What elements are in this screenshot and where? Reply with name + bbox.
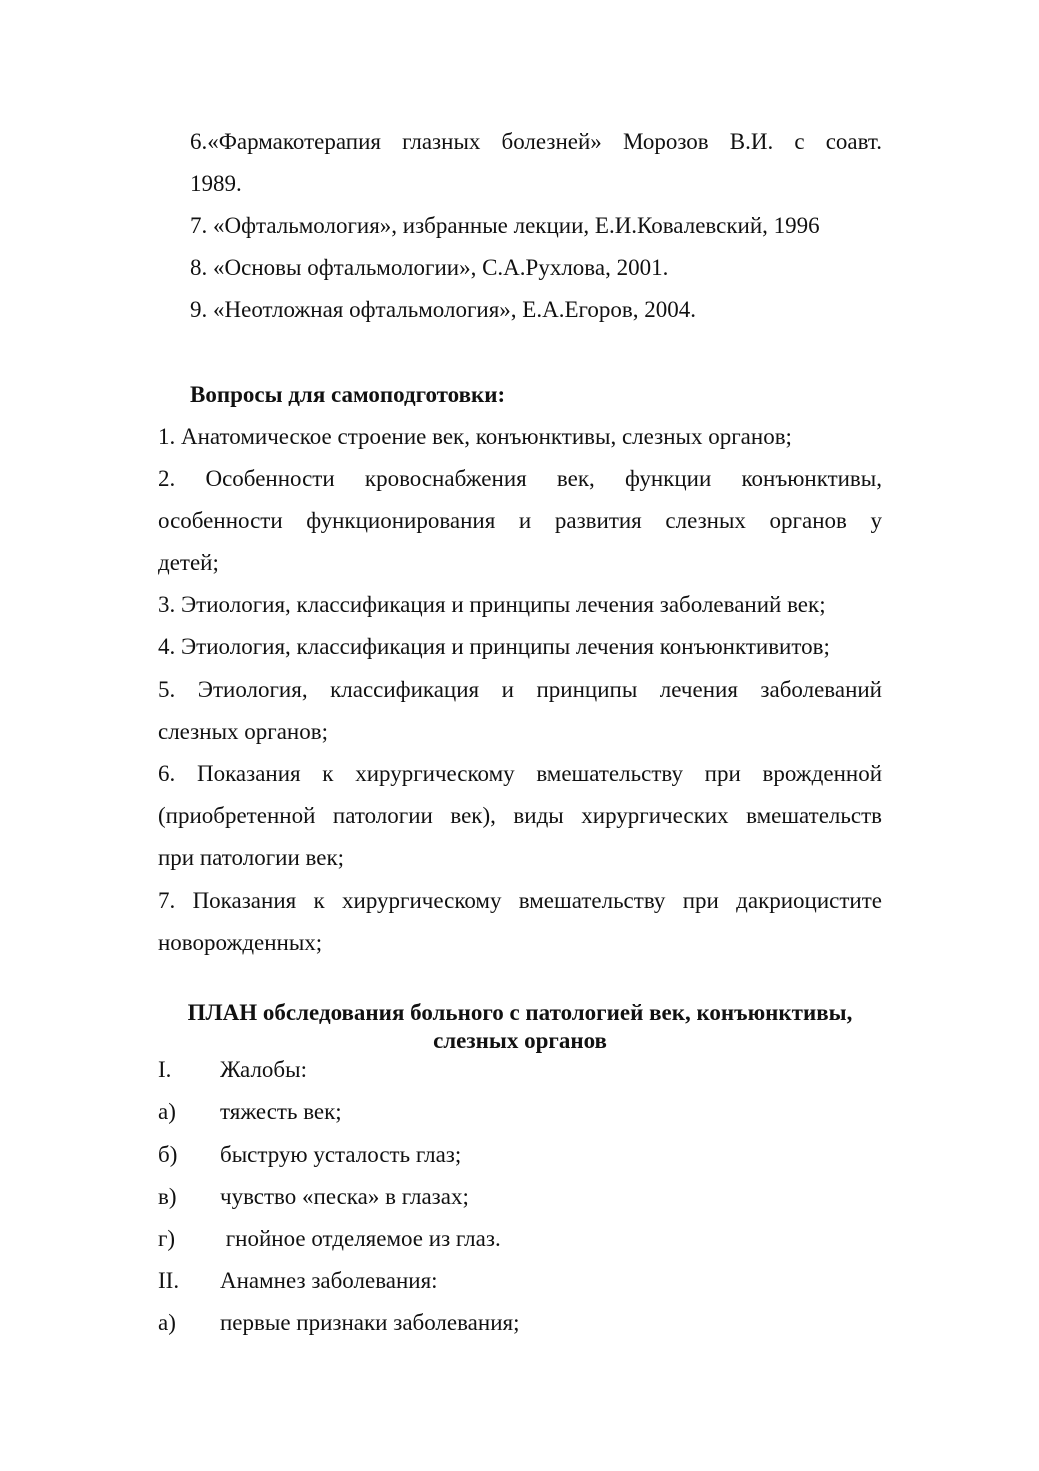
question-2: 2. Особенности кровоснабжения век, функции конъюнктивы, xyxy=(158,466,882,491)
question-1: 1. Анатомическое строение век, конъюнктивы, слезных органов; xyxy=(158,424,792,449)
question-6-line-3: при патологии век; xyxy=(158,845,345,870)
plan-marker: II. xyxy=(158,1268,180,1293)
literature-item-9: 9. «Неотложная офтальмология», Е.А.Егоров, 2004. xyxy=(190,297,696,322)
plan-marker: I. xyxy=(158,1057,172,1082)
question-5: 5. Этиология, классификация и принципы лечения заболеваний xyxy=(158,677,882,702)
question-7: 7. Показания к хирургическому вмешательству при дакриоцистите xyxy=(158,888,882,913)
plan-text: гнойное отделяемое из глаз. xyxy=(220,1226,501,1251)
plan-marker: б) xyxy=(158,1142,178,1167)
plan-text: Анамнез заболевания: xyxy=(220,1268,438,1293)
plan-title-line-1: ПЛАН обследования больного с патологией век, конъюнктивы, xyxy=(187,1000,853,1025)
plan-text: Жалобы: xyxy=(220,1057,307,1082)
plan-title-line-2: слезных органов xyxy=(433,1028,607,1053)
literature-item-6-cont: 1989. xyxy=(190,171,242,196)
plan-marker: а) xyxy=(158,1099,176,1124)
plan-text: первые признаки заболевания; xyxy=(220,1310,520,1335)
question-7-line-2: новорожденных; xyxy=(158,930,323,955)
question-2-line-3: детей; xyxy=(158,550,219,575)
plan-text: тяжесть век; xyxy=(220,1099,342,1124)
question-3: 3. Этиология, классификация и принципы лечения заболеваний век; xyxy=(158,592,826,617)
questions-heading: Вопросы для самоподготовки: xyxy=(190,382,506,407)
plan-marker: в) xyxy=(158,1184,177,1209)
literature-item-6: 6.«Фармакотерапия глазных болезней» Морозов В.И. с соавт. xyxy=(190,129,882,154)
plan-text: чувство «песка» в глазах; xyxy=(220,1184,469,1209)
question-2-line-2: особенности функционирования и развития слезных органов у xyxy=(158,508,882,533)
question-6-line-2: (приобретенной патологии век), виды хирургических вмешательств xyxy=(158,803,882,828)
plan-text: быструю усталость глаз; xyxy=(220,1142,462,1167)
question-5-line-2: слезных органов; xyxy=(158,719,328,744)
literature-item-8: 8. «Основы офтальмологии», С.А.Рухлова, 2001. xyxy=(190,255,669,280)
plan-marker: г) xyxy=(158,1226,176,1251)
question-6: 6. Показания к хирургическому вмешательству при врожденной xyxy=(158,761,882,786)
literature-item-7: 7. «Офтальмология», избранные лекции, Е.И.Ковалевский, 1996 xyxy=(190,213,820,238)
plan-marker: а) xyxy=(158,1310,176,1335)
question-4: 4. Этиология, классификация и принципы лечения конъюнктивитов; xyxy=(158,634,830,659)
